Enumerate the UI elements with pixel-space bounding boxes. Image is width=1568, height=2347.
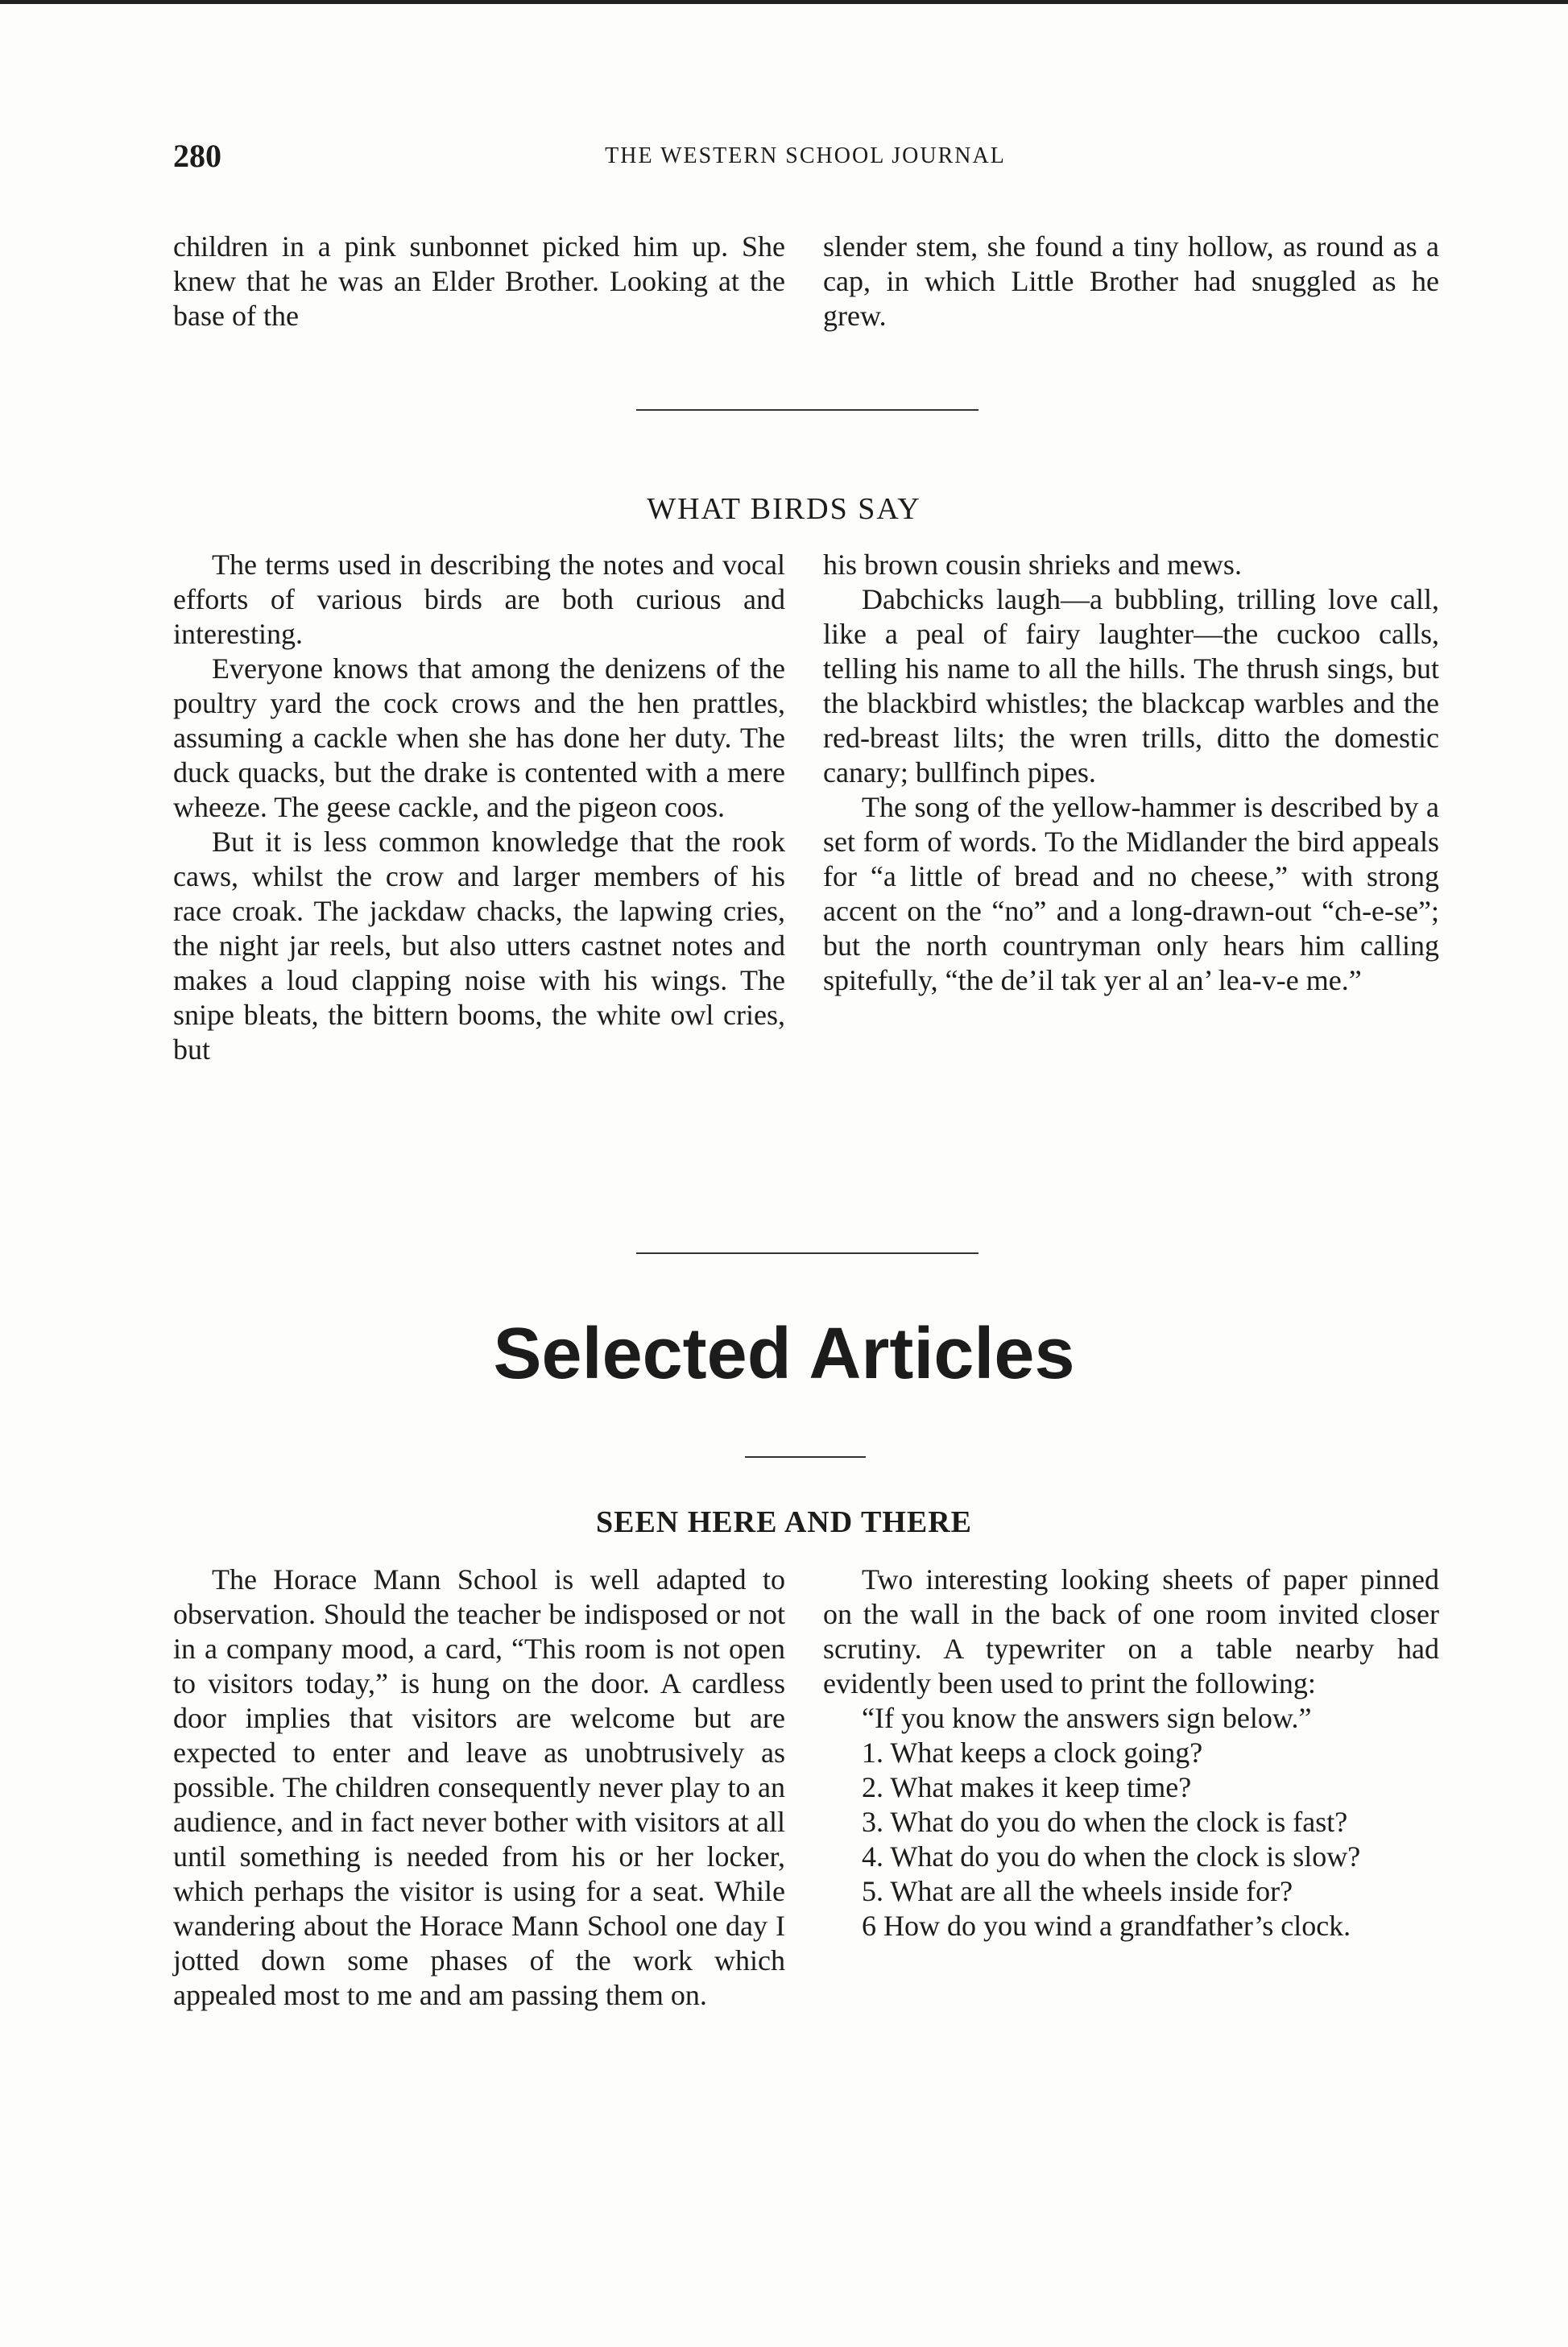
question-item: 1. What keeps a clock going? xyxy=(862,1736,1203,1769)
divider-rule xyxy=(636,1252,978,1254)
birds-paragraph: The terms used in describing the notes and vocal efforts of various birds are both curious and interesting. xyxy=(173,548,785,650)
page-top-border xyxy=(0,0,1568,4)
top-story-right-text: slender stem, she found a tiny hollow, as round as a cap, in which Little Brother had snuggled as he grew. xyxy=(823,230,1439,332)
birds-right-column xyxy=(823,548,1439,998)
birds-article-title: WHAT BIRDS SAY xyxy=(647,492,921,526)
seen-quote: “If you know the answers sign below.” xyxy=(862,1702,1312,1734)
seen-intro-paragraph: Two interesting looking sheets of paper pinned on the wall in the back of one room invited closer scrutiny. A typewriter on a table nearby had evidently been used to print the following: xyxy=(823,1563,1439,1699)
birds-continuation-line: his brown cousin shrieks and mews. xyxy=(823,548,1242,581)
birds-paragraph: The song of the yellow-hammer is described by a set form of words. To the Midlander the bird appeals for “a little of bread and no cheese,” with strong accent on the “no” and a long-drawn-out “ch-e-se”; but the north countryman only hears him calling spitefully, “the de’il tak yer al an’ lea-v-e me.” xyxy=(823,791,1439,996)
birds-paragraph: But it is less common knowledge that the rook caws, whilst the crow and larger members of his race croak. The jackdaw chacks, the lapwing cries, the night jar reels, but also utters castnet notes and makes a loud clapping noise with his wings. The snipe bleats, the bittern booms, the white owl cries, but xyxy=(173,826,785,1066)
seen-paragraph: The Horace Mann School is well adapted to observation. Should the teacher be indisposed or not in a company mood, a card, “This room is not open to visitors today,” is hung on the door. A cardless door implies that visitors are welcome but are expected to enter and leave as unobtrusively as possible. The children consequently never play to an audience, and in fact never bother with visitors at all until something is needed from his or her locker, which perhaps the visitor is using for a seat. While wandering about the Horace Mann School one day I jotted down some phases of the work which appealed most to me and am passing them on. xyxy=(173,1563,785,2011)
question-item: 5. What are all the wheels inside for? xyxy=(862,1875,1293,1907)
seen-right-column xyxy=(823,1563,1439,1943)
question-item: 4. What do you do when the clock is slow? xyxy=(862,1840,1361,1873)
top-story-right-column xyxy=(823,230,1439,333)
question-item: 6 How do you wind a grandfather’s clock. xyxy=(862,1910,1351,1942)
question-item: 2. What makes it keep time? xyxy=(862,1771,1192,1803)
seen-article-title: SEEN HERE AND THERE xyxy=(595,1505,973,1539)
section-heading: Selected Articles xyxy=(493,1314,1075,1394)
question-item: 3. What do you do when the clock is fast? xyxy=(862,1806,1348,1838)
divider-rule xyxy=(636,409,978,411)
birds-paragraph: Dabchicks laugh—a bubbling, trilling love call, like a peal of fairy laughter—the cuckoo calls, telling his name to all the hills. The thrush sings, but the blackbird whistles; the blackcap warbles and the red-breast lilts; the wren trills, ditto the domestic canary; bullfinch pipes. xyxy=(823,583,1439,789)
journal-title: THE WESTERN SCHOOL JOURNAL xyxy=(605,143,1006,168)
page-number: 280 xyxy=(173,138,221,174)
top-story-left-column xyxy=(173,230,785,333)
short-divider-rule xyxy=(745,1456,866,1458)
top-story-left-text: children in a pink sunbonnet picked him up. She knew that he was an Elder Brother. Looking at the base of the xyxy=(173,230,785,332)
seen-left-column xyxy=(173,1563,785,2013)
page-header xyxy=(173,137,1438,185)
birds-paragraph: Everyone knows that among the denizens of the poultry yard the cock crows and the hen prattles, assuming a cackle when she has done her duty. The duck quacks, but the drake is contented with a mere wheeze. The geese cackle, and the pigeon coos. xyxy=(173,652,785,823)
birds-left-column xyxy=(173,548,785,1067)
